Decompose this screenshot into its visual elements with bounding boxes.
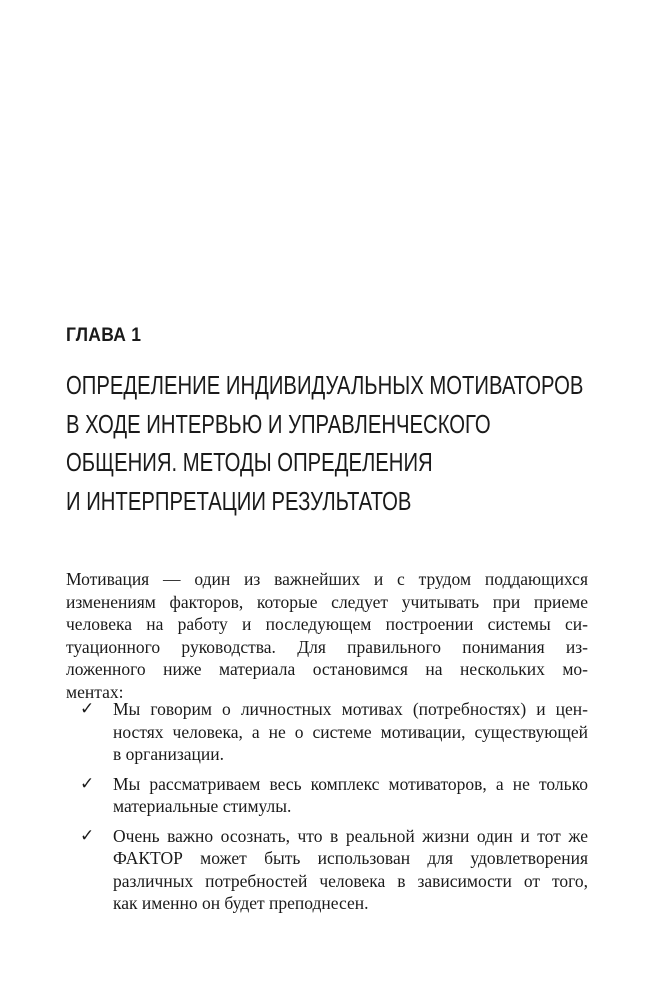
bullet-line: различных потребностей человека в зависимости от того, (113, 870, 588, 891)
bullet-line: Очень важно осознать, что в реальной жизни один и тот же (113, 825, 588, 846)
checkmark-icon: ✓ (80, 825, 95, 846)
chapter-title-line: ОБЩЕНИЯ. МЕТОДЫ ОПРЕДЕЛЕНИЯ (66, 447, 433, 477)
chapter-title-line: ОПРЕДЕЛЕНИЕ ИНДИВИДУАЛЬНЫХ МОТИВАТОРОВ (66, 370, 584, 400)
chapter-title-line: И ИНТЕРПРЕТАЦИИ РЕЗУЛЬТАТОВ (66, 485, 412, 516)
checkmark-icon: ✓ (80, 699, 95, 719)
paragraph-line: ментах: (66, 681, 124, 702)
book-page (66, 0, 588, 1001)
bullet-line: Мы рассматриваем весь комплекс мотиваторов, а не только (113, 773, 588, 794)
bullet-line: как именно он будет преподнесен. (113, 893, 369, 913)
bullet-line: материальные стимулы. (113, 796, 292, 816)
bullet-line: Мы говорим о личностных мотивах (потребностях) и цен- (113, 699, 588, 719)
checkmark-icon: ✓ (80, 773, 95, 794)
paragraph-line: Мотивация — один из важнейших и с трудом поддающихся (66, 569, 588, 589)
bullet-line: в организации. (113, 744, 224, 764)
intro-paragraph (66, 568, 588, 703)
chapter-title-line: В ХОДЕ ИНТЕРВЬЮ И УПРАВЛЕНЧЕСКОГО (66, 408, 491, 439)
bullet-item (66, 825, 588, 915)
paragraph-line: ложенного ниже материала остановимся на нескольких мо- (66, 659, 588, 679)
bullet-item (66, 698, 588, 766)
bullet-item (66, 773, 588, 818)
paragraph-line: изменениям факторов, которые следует учитывать при приеме (66, 591, 588, 612)
bullet-list (66, 698, 588, 922)
chapter-title (66, 366, 584, 520)
bullet-line: ностях человека, а не о системе мотивации, существующей (113, 721, 588, 742)
bullet-line: ФАКТОР может быть использован для удовлетворения (113, 848, 588, 868)
paragraph-line: человека на работу и последующем построении системы си- (66, 614, 588, 634)
paragraph-line: туационного руководства. Для правильного понимания из- (66, 636, 588, 657)
chapter-label: ГЛАВА 1 (66, 325, 142, 346)
